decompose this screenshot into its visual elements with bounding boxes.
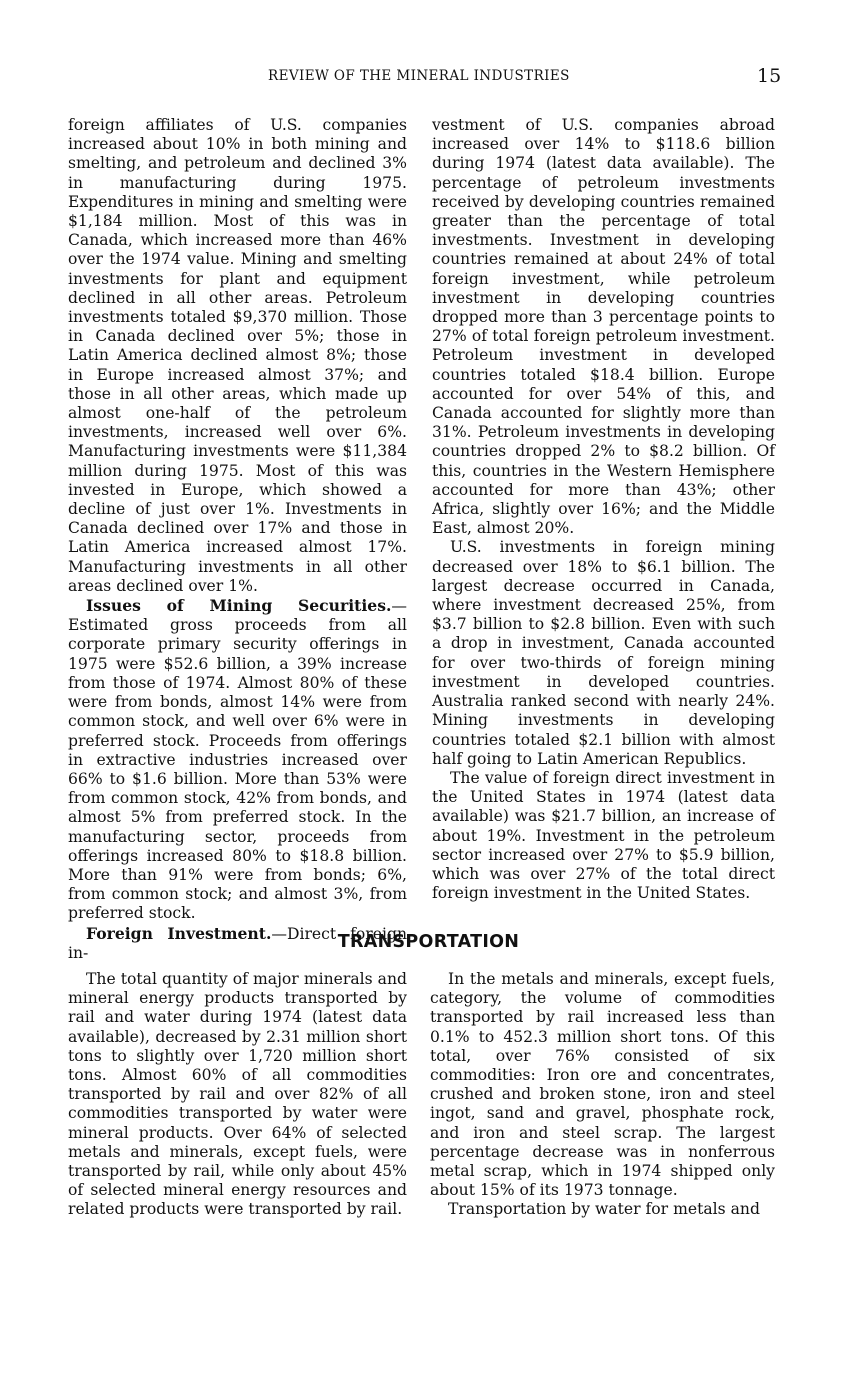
upper-left-column	[68, 116, 407, 963]
running-title: REVIEW OF THE MINERAL INDUSTRIES	[268, 68, 570, 84]
paragraph: In the metals and minerals, except fuels, category, the volume of commodities transported by rail increased less than 0.1% to 452.3 million short tons. Of this total, over 76% consisted of six commodities: Iron ore and concentrates, crushed and broken stone, iron and steel ingot, sand and gravel, phosphate rock, and iron and steel scrap. The largest percentage decrease was in nonferrous metal scrap, which in 1974 shipped only about 15% of its 1973 tonnage.	[430, 970, 775, 1200]
paragraph: The value of foreign direct investment in the United States in 1974 (latest data available) was $21.7 billion, an increase of about 19%. Investment in the petroleum sector increased over 27% to $5.9 billion, which was over 27% of the total direct foreign investment in the United States.	[432, 768, 775, 903]
page-number: 15	[757, 65, 782, 87]
paragraph-mining-securities	[68, 596, 407, 923]
upper-right-column	[432, 116, 775, 903]
lower-left-column	[68, 970, 407, 1220]
lower-right-column	[430, 970, 775, 1220]
paragraph-text: —Direct foreign in-	[68, 924, 407, 962]
paragraph: vestment of U.S. companies abroad increased over 14% to $118.6 billion during 1974 (latest data available). The percentage of petroleum investments received by developing countries remained greater than the percentage of total investments. Investment in developing countries remained at about 24% of total foreign investment, while petroleum investment in developing countries dropped more than 3 percentage points to 27% of total foreign petroleum investment. Petroleum investment in developed countries totaled $18.4 billion. Europe accounted for over 54% of this, and Canada accounted for slightly more than 31%. Petroleum investments in developing countries dropped 2% to $8.2 billion. Of this, countries in the Western Hemisphere accounted for more than 43%; other Africa, slightly over 16%; and the Middle East, almost 20%.	[432, 116, 775, 538]
paragraph: U.S. investments in foreign mining decreased over 18% to $6.1 billion. The largest decrease occurred in Canada, where investment decreased 25%, from $3.7 billion to $2.8 billion. Even with such a drop in investment, Canada accounted for over two-thirds of foreign mining investment in developed countries. Australia ranked second with nearly 24%. Mining investments in developing countries totaled $2.1 billion with almost half going to Latin American Republics.	[432, 538, 775, 768]
paragraph-text: —Estimated gross proceeds from all corporate primary security offerings in 1975 were $52.6 billion, a 39% increase from those of 1974. Almost 80% of these were from bonds, almost 14% were from common stock, and well over 6% were in preferred stock. Proceeds from offerings in extractive industries increased over 66% to $1.6 billion. More than 53% were from common stock, 42% from bonds, and almost 5% from preferred stock. In the manufacturing sector, proceeds from offerings increased 80% to $18.8 billion. More than 91% were from bonds; 6%, from common stock; and almost 3%, from preferred stock.	[68, 597, 407, 923]
paragraph: foreign affiliates of U.S. companies increased about 10% in both mining and smelting, and petroleum and declined 3% in manufacturing during 1975. Expenditures in mining and smelting were $1,184 million. Most of this was in Canada, which increased more than 46% over the 1974 value. Mining and smelting investments for plant and equipment declined in all other areas. Petroleum investments totaled $9,370 million. Those in Canada declined over 5%; those in Latin America declined almost 8%; those in Europe increased almost 37%; and those in all other areas, which made up almost one-half of the petroleum investments, increased well over 6%. Manufacturing investments were $11,384 million during 1975. Most of this was invested in Europe, which showed a decline of just over 1%. Investments in Canada declined over 17% and those in Latin America increased almost 17%. Manufacturing investments in all other areas declined over 1%.	[68, 116, 407, 595]
section-heading-transportation: TRANSPORTATION	[337, 932, 520, 952]
run-in-heading: Issues of Mining Securities.	[86, 596, 392, 616]
paragraph: Transportation by water for metals and	[448, 1200, 760, 1219]
run-in-heading: Foreign Investment.	[86, 923, 272, 943]
running-head	[0, 65, 857, 88]
paragraph: The total quantity of major minerals and mineral energy products transported by rail and water during 1974 (latest data available), decreased by 2.31 million short tons to slightly over 1,720 million short tons. Almost 60% of all commodities transported by rail and over 82% of all commodities transported by water were mineral products. Over 64% of selected metals and minerals, except fuels, were transported by rail, while only about 45% of selected mineral energy resources and related products were transported by rail.	[68, 970, 407, 1219]
